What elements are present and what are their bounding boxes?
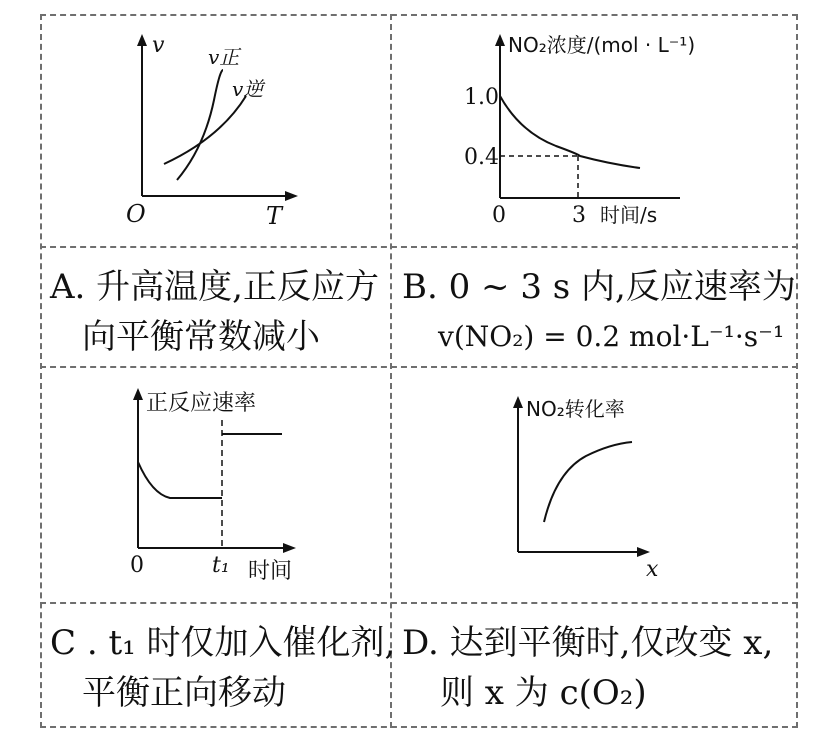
graph-c-x-arrow	[283, 543, 296, 553]
option-b-caption-line2: v(NO₂) = 0.2 mol·L⁻¹·s⁻¹	[438, 320, 785, 353]
graph-b-y-label: NO₂浓度/(mol · L⁻¹)	[508, 33, 696, 57]
graph-c-x-label: 时间	[248, 559, 293, 584]
graph-d-y-label: NO₂转化率	[526, 397, 625, 421]
row-divider	[40, 366, 798, 368]
graph-a-curve-reverse-label: v逆	[232, 77, 264, 101]
graph-b-concentration-curve	[500, 96, 640, 168]
graph-d-x-label: x	[646, 557, 659, 582]
row-divider	[40, 246, 798, 248]
graph-a-y-arrow	[137, 34, 147, 46]
graph-c-y-label: 正反应速率	[146, 391, 257, 416]
graph-c-origin: 0	[130, 553, 144, 578]
option-c-caption-line1: C . t₁ 时仅加入催化剂,	[50, 623, 396, 663]
graph-b-y-arrow	[495, 34, 505, 46]
graph-a-x-arrow	[285, 191, 298, 201]
graph-d	[506, 392, 686, 582]
graph-d-x-arrow	[637, 547, 650, 557]
row-divider	[40, 602, 798, 604]
graph-b-x-tick-1: 3	[572, 203, 586, 228]
graph-b-y-tick-2: 0.4	[464, 145, 499, 170]
graph-d-y-arrow	[513, 396, 523, 408]
graph-c	[124, 386, 324, 586]
graph-b-origin: 0	[492, 203, 506, 228]
graph-c-y-arrow	[133, 388, 143, 400]
graph-b-y-tick-1: 1.0	[464, 85, 499, 110]
option-d-caption-line2: 则 x 为 c(O₂)	[440, 673, 647, 713]
graph-a-curve-forward	[177, 70, 223, 180]
graph-a-origin: O	[126, 200, 146, 228]
graph-a-x-label: T	[266, 202, 283, 230]
option-b-caption-line1: B. 0 ~ 3 s 内,反应速率为	[402, 267, 796, 307]
graph-c-rate-curve	[138, 462, 222, 498]
graph-b	[460, 28, 760, 238]
option-a-caption-line2: 向平衡常数减小	[82, 317, 320, 357]
graph-b-x-label: 时间/s	[600, 203, 658, 227]
option-a-caption-line1: A. 升高温度,正反应方	[50, 267, 379, 307]
graph-a-curve-forward-label: v正	[208, 45, 240, 69]
option-d-caption-line1: D. 达到平衡时,仅改变 x,	[402, 623, 774, 663]
graph-a-y-label: v	[152, 33, 165, 58]
graph-c-x-tick-1: t₁	[212, 553, 230, 578]
option-c-caption-line2: 平衡正向移动	[82, 673, 286, 713]
graph-d-conversion-curve	[544, 442, 632, 522]
graph-a	[120, 30, 300, 230]
